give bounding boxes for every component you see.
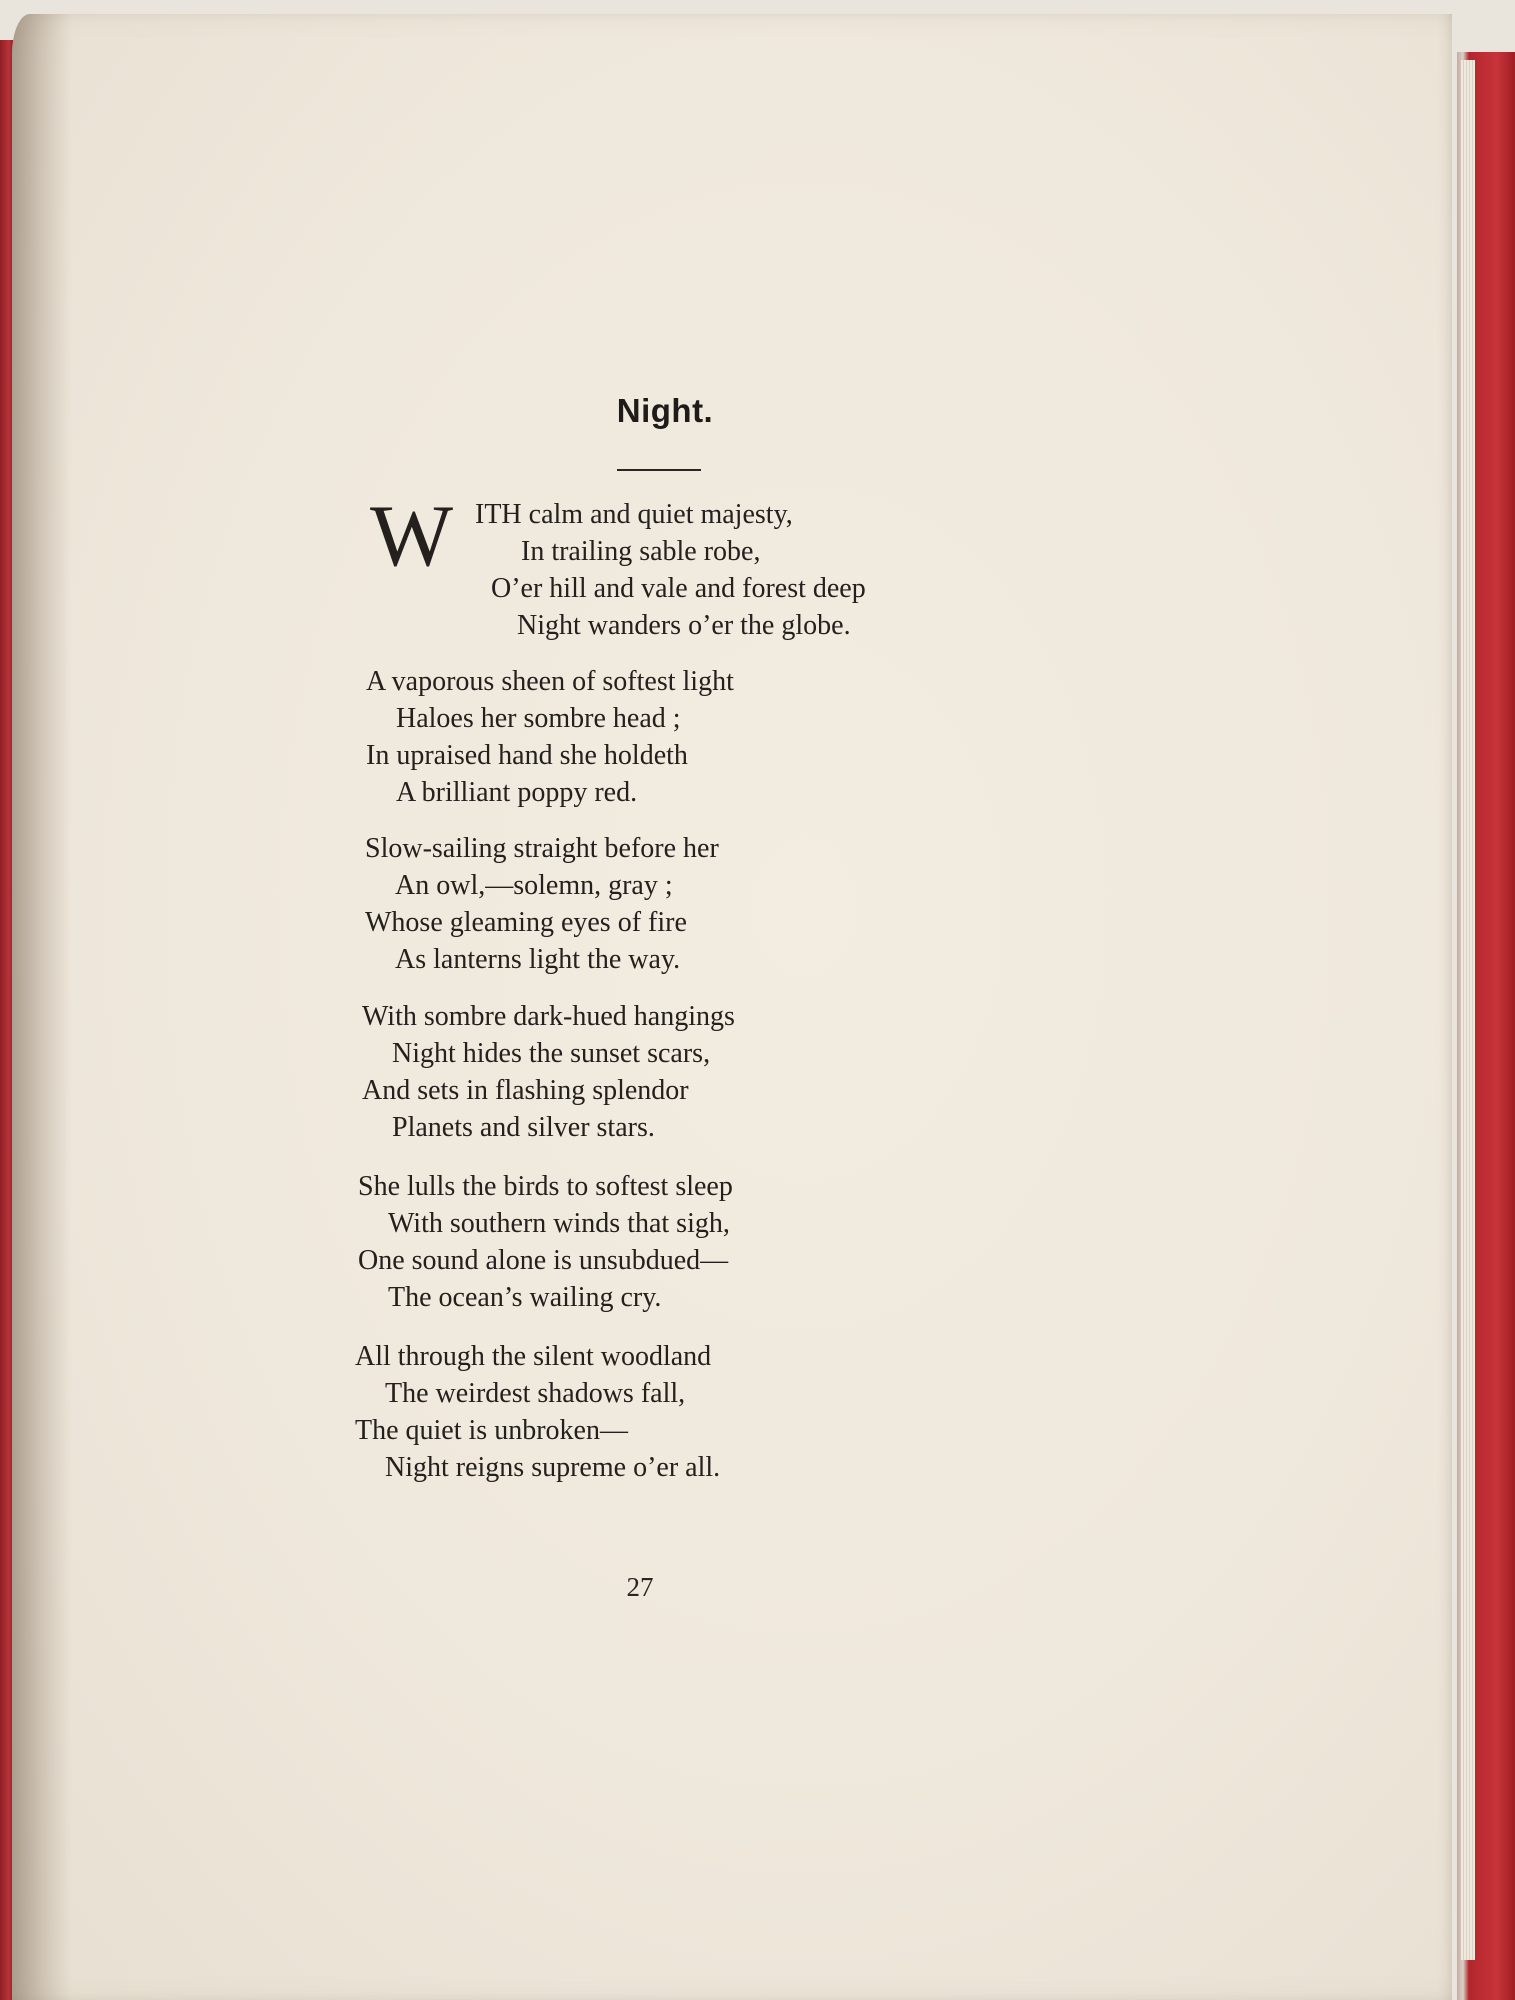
stanza-2 (366, 663, 734, 811)
poem-line: Whose gleaming eyes of fire (365, 907, 687, 938)
drop-cap: W (370, 488, 454, 585)
stanza-5 (358, 1168, 733, 1316)
poem-line: The quiet is unbroken— (355, 1415, 628, 1446)
poem-line: She lulls the birds to softest sleep (358, 1171, 733, 1202)
poem-line: And sets in flashing splendor (362, 1075, 689, 1106)
poem-line: In trailing sable robe, (521, 536, 761, 567)
page-stack-edge (1461, 60, 1475, 1960)
poem-line: One sound alone is unsubdued— (358, 1245, 729, 1276)
poem-line: Haloes her sombre head ; (396, 703, 681, 734)
stanza-1 (475, 496, 866, 644)
poem-line: With sombre dark-hued hangings (362, 1001, 735, 1032)
stanza-3 (365, 830, 719, 978)
poem-line: Night reigns supreme o’er all. (385, 1452, 721, 1483)
poem-line: Planets and silver stars. (392, 1112, 655, 1143)
poem-line: Night hides the sunset scars, (392, 1038, 711, 1069)
poem-line: An owl,—solemn, gray ; (395, 870, 673, 901)
poem-line: As lanterns light the way. (395, 944, 681, 975)
poem-line: Slow-sailing straight before her (365, 833, 719, 864)
poem-line: A vaporous sheen of softest light (366, 666, 734, 697)
poem-line: All through the silent woodland (355, 1341, 712, 1372)
poem-line: In upraised hand she holdeth (366, 740, 688, 771)
page-number: 27 (626, 1572, 654, 1602)
poem-line: The weirdest shadows fall, (385, 1378, 686, 1409)
poem-line: With southern winds that sigh, (388, 1208, 730, 1239)
poem-line: O’er hill and vale and forest deep (491, 573, 866, 604)
stanza-4 (362, 998, 735, 1146)
stanza-6 (355, 1338, 720, 1486)
poem-line: ITH calm and quiet majesty, (475, 499, 793, 530)
poem-line: Night wanders o’er the globe. (517, 610, 851, 641)
title-rule (617, 469, 701, 471)
poem-title: Night. (616, 392, 714, 429)
poem-line: The ocean’s wailing cry. (388, 1282, 662, 1313)
gutter-shadow (12, 14, 72, 2000)
poem-line: A brilliant poppy red. (396, 777, 638, 808)
